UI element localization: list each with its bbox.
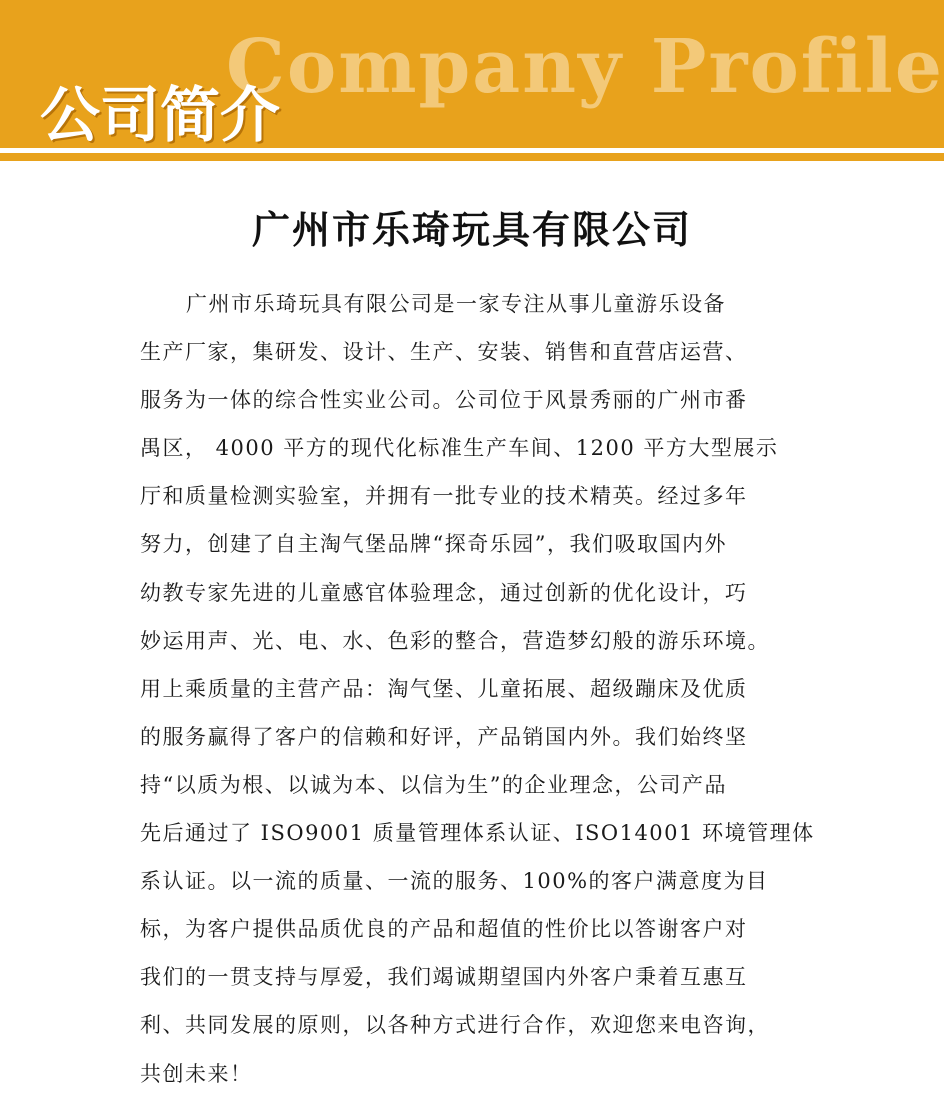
paragraph-line: 用上乘质量的主营产品：淘气堡、儿童拓展、超级蹦床及优质 [140, 676, 748, 701]
paragraph-line: 厅和质量检测实验室，并拥有一批专业的技术精英。经过多年 [140, 484, 748, 509]
company-name-heading: 广州市乐琦玩具有限公司 [251, 208, 692, 252]
paragraph-line: 的服务赢得了客户的信赖和好评，产品销国内外。我们始终坚 [140, 724, 748, 749]
paragraph-line: 系认证。以一流的质量、一流的服务、100%的客户满意度为目 [140, 869, 769, 894]
paragraph-line: 利、共同发展的原则，以各种方式进行合作，欢迎您来电咨询， [140, 1013, 770, 1038]
paragraph-line: 广州市乐琦玩具有限公司是一家专注从事儿童游乐设备 [186, 292, 726, 316]
paragraph-line: 我们的一贯支持与厚爱，我们竭诚期望国内外客户秉着互惠互 [140, 965, 748, 990]
paragraph-line: 妙运用声、光、电、水、色彩的整合，营造梦幻般的游乐环境。 [140, 628, 770, 653]
banner-divider-gold [0, 153, 944, 161]
company-profile-paragraph [140, 288, 815, 1106]
paragraph-line: 生产厂家，集研发、设计、生产、安装、销售和直营店运营、 [140, 340, 748, 365]
paragraph-line: 幼教专家先进的儿童感官体验理念，通过创新的优化设计，巧 [140, 580, 748, 605]
paragraph-line: 标，为客户提供品质优良的产品和超值的性价比以答谢客户对 [140, 917, 748, 942]
paragraph-line: 持“以质为根、以诚为本、以信为生”的企业理念，公司产品 [140, 772, 727, 797]
paragraph-line: 禺区， 4000 平方的现代化标准生产车间、1200 平方大型展示 [140, 436, 779, 461]
paragraph-line: 服务为一体的综合性实业公司。公司位于风景秀丽的广州市番 [140, 388, 748, 413]
paragraph-line: 先后通过了 ISO9001 质量管理体系认证、ISO14001 环境管理体 [140, 821, 815, 846]
paragraph-line: 共创未来！ [140, 1061, 253, 1086]
banner-watermark: Company Profile [226, 24, 944, 110]
header-banner [0, 0, 944, 148]
paragraph-line: 努力，创建了自主淘气堡品牌“探奇乐园”，我们吸取国内外 [140, 532, 727, 557]
banner-title: 公司简介 [40, 81, 280, 148]
